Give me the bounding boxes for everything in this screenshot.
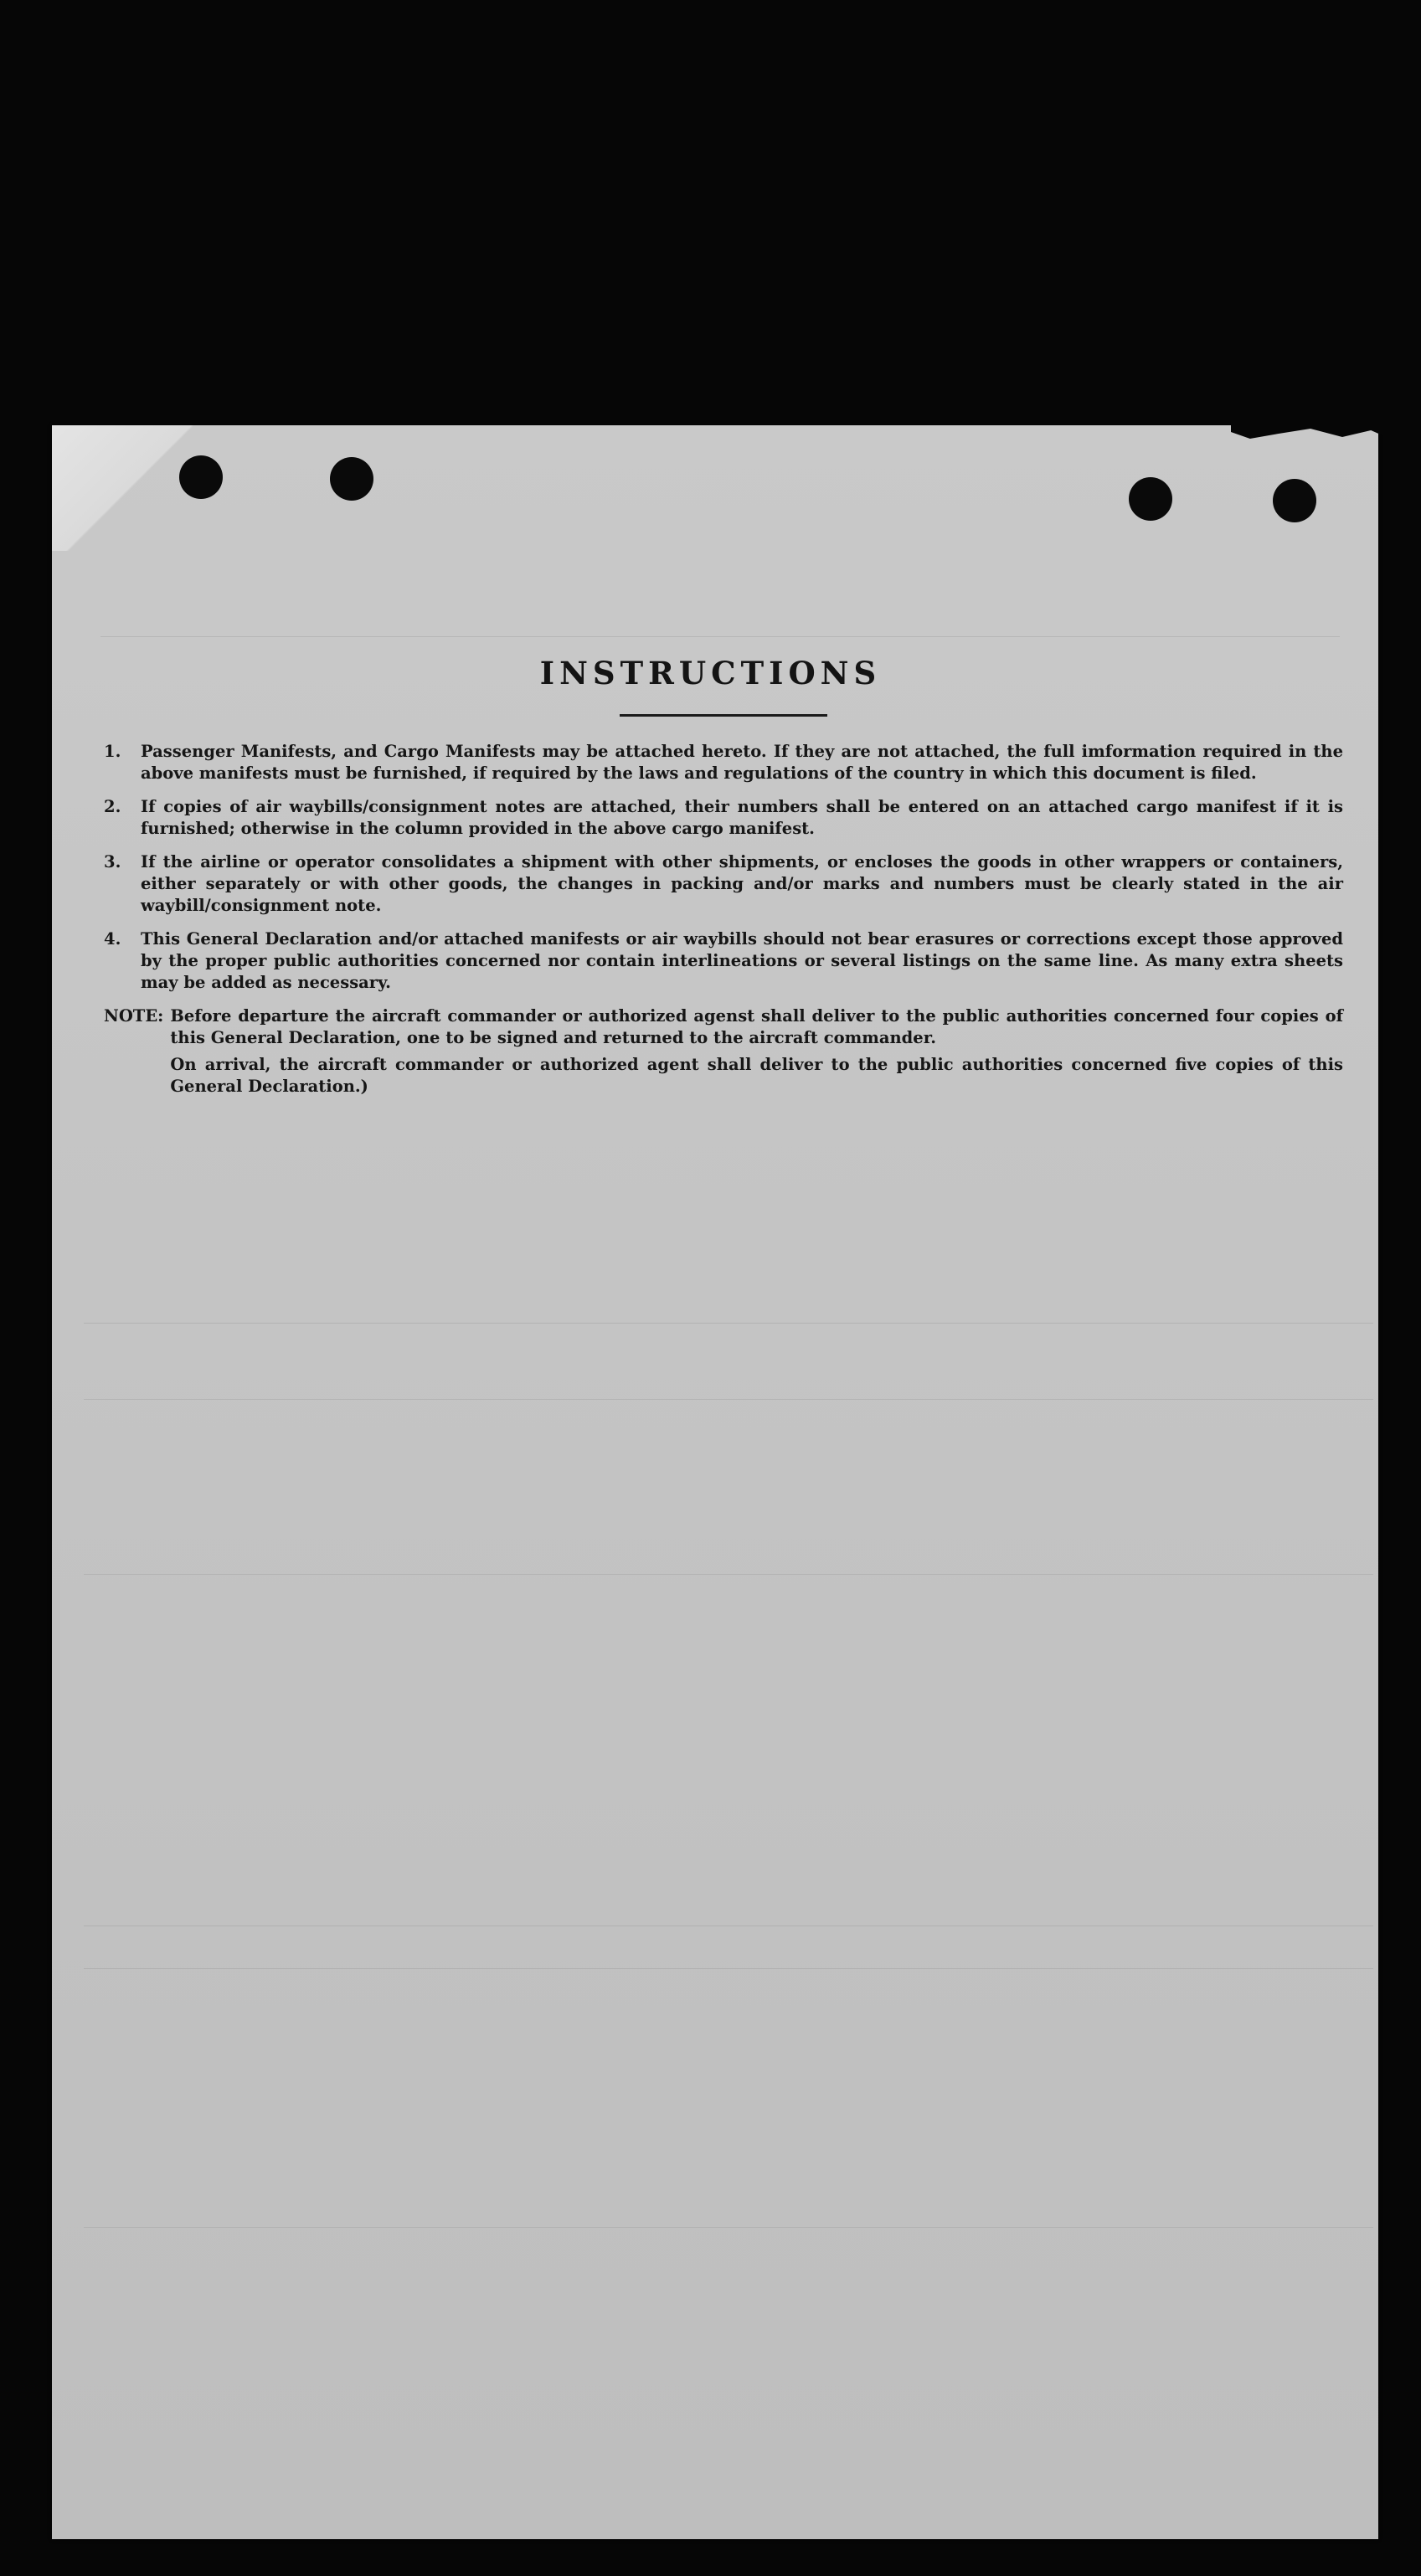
item-number: 1. (104, 742, 121, 761)
instructions-list (104, 741, 1343, 1098)
list-item (104, 928, 1343, 994)
punch-hole-icon (330, 457, 373, 501)
item-text: This General Declaration and/or attached manifests or air waybills should not bear erasures or corrections except those approved by the proper public authorities concerned nor contain interlineations or several listings on the same line. As many extra sheets may be added as necessary. (141, 929, 1343, 992)
item-number: 3. (104, 852, 121, 872)
note-label: NOTE: (104, 1006, 164, 1026)
item-text: If copies of air waybills/consignment notes are attached, their numbers shall be entered on an attached cargo manifest if it is furnished; otherwise in the column provided in the above cargo manifest. (141, 797, 1343, 838)
item-text: Passenger Manifests, and Cargo Manifests may be attached hereto. If they are not attached, the full imformation required in the above manifests must be furnished, if required by the laws and regulations of the country in which this document is filed. (141, 742, 1343, 783)
title-underline (620, 714, 827, 717)
punch-hole-icon (1273, 479, 1316, 522)
page-title: INSTRUCTIONS (539, 655, 882, 692)
punch-hole-icon (179, 455, 223, 499)
show-through-lines (100, 636, 1340, 637)
note-paragraph: Before departure the aircraft commander or authorized agenst shall deliver to the public authorities concerned four copies of this General Declaration, one to be signed and returned to the aircraft commander. (170, 1006, 1343, 1047)
show-through-lines (84, 1323, 1373, 1400)
note-paragraph: On arrival, the aircraft commander or authorized agent shall deliver to the public authorities concerned five copies of this General Declaration.) (170, 1055, 1343, 1096)
item-text: If the airline or operator consolidates a shipment with other shipments, or encloses the goods in other wrappers or containers, either separately or with other goods, the changes in packing and/or marks and numbers must be clearly stated in the air waybill/consignment note. (141, 852, 1343, 915)
item-number: 2. (104, 797, 121, 816)
show-through-lines (84, 1926, 1373, 1969)
show-through-lines (84, 1574, 1373, 1575)
note-body (170, 1005, 1343, 1098)
list-item (104, 796, 1343, 840)
list-item (104, 741, 1343, 784)
punch-hole-icon (1129, 477, 1172, 521)
item-number: 4. (104, 929, 121, 949)
note-block (104, 1005, 1343, 1098)
list-item (104, 851, 1343, 917)
show-through-lines (84, 2227, 1373, 2228)
